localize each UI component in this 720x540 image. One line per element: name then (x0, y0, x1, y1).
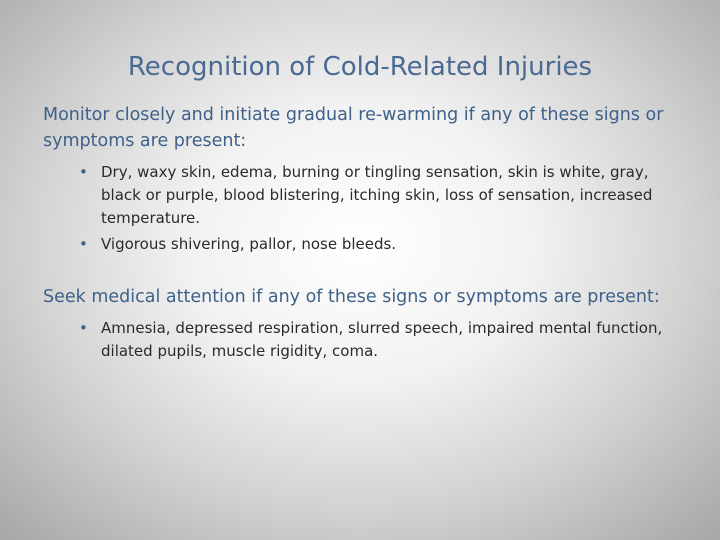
section-monitor (43, 102, 683, 256)
bullet-icon: • (79, 163, 88, 181)
slide-body (43, 102, 683, 366)
bullet-text: Dry, waxy skin, edema, burning or tingling sensation, skin is white, gray, black or purple, blood blistering, itching skin, loss of sensation, increased temperature. (101, 163, 653, 227)
bullet-icon: • (79, 235, 88, 253)
list-item (67, 317, 683, 363)
list-item (67, 233, 683, 256)
bullet-text: Vigorous shivering, pallor, nose bleeds. (101, 235, 397, 253)
section-medical (43, 284, 683, 363)
list-item (67, 161, 683, 230)
section-heading-medical: Seek medical attention if any of these signs or symptoms are present: (43, 287, 660, 307)
section-heading-monitor: Monitor closely and initiate gradual re-warming if any of these signs or symptoms are present: (43, 105, 664, 151)
bullet-list-medical (43, 317, 683, 363)
slide-title: Recognition of Cold-Related Injuries (127, 52, 593, 82)
bullet-list-monitor (43, 161, 683, 256)
bullet-text: Amnesia, depressed respiration, slurred speech, impaired mental function, dilated pupils, muscle rigidity, coma. (101, 319, 663, 360)
bullet-icon: • (79, 319, 88, 337)
